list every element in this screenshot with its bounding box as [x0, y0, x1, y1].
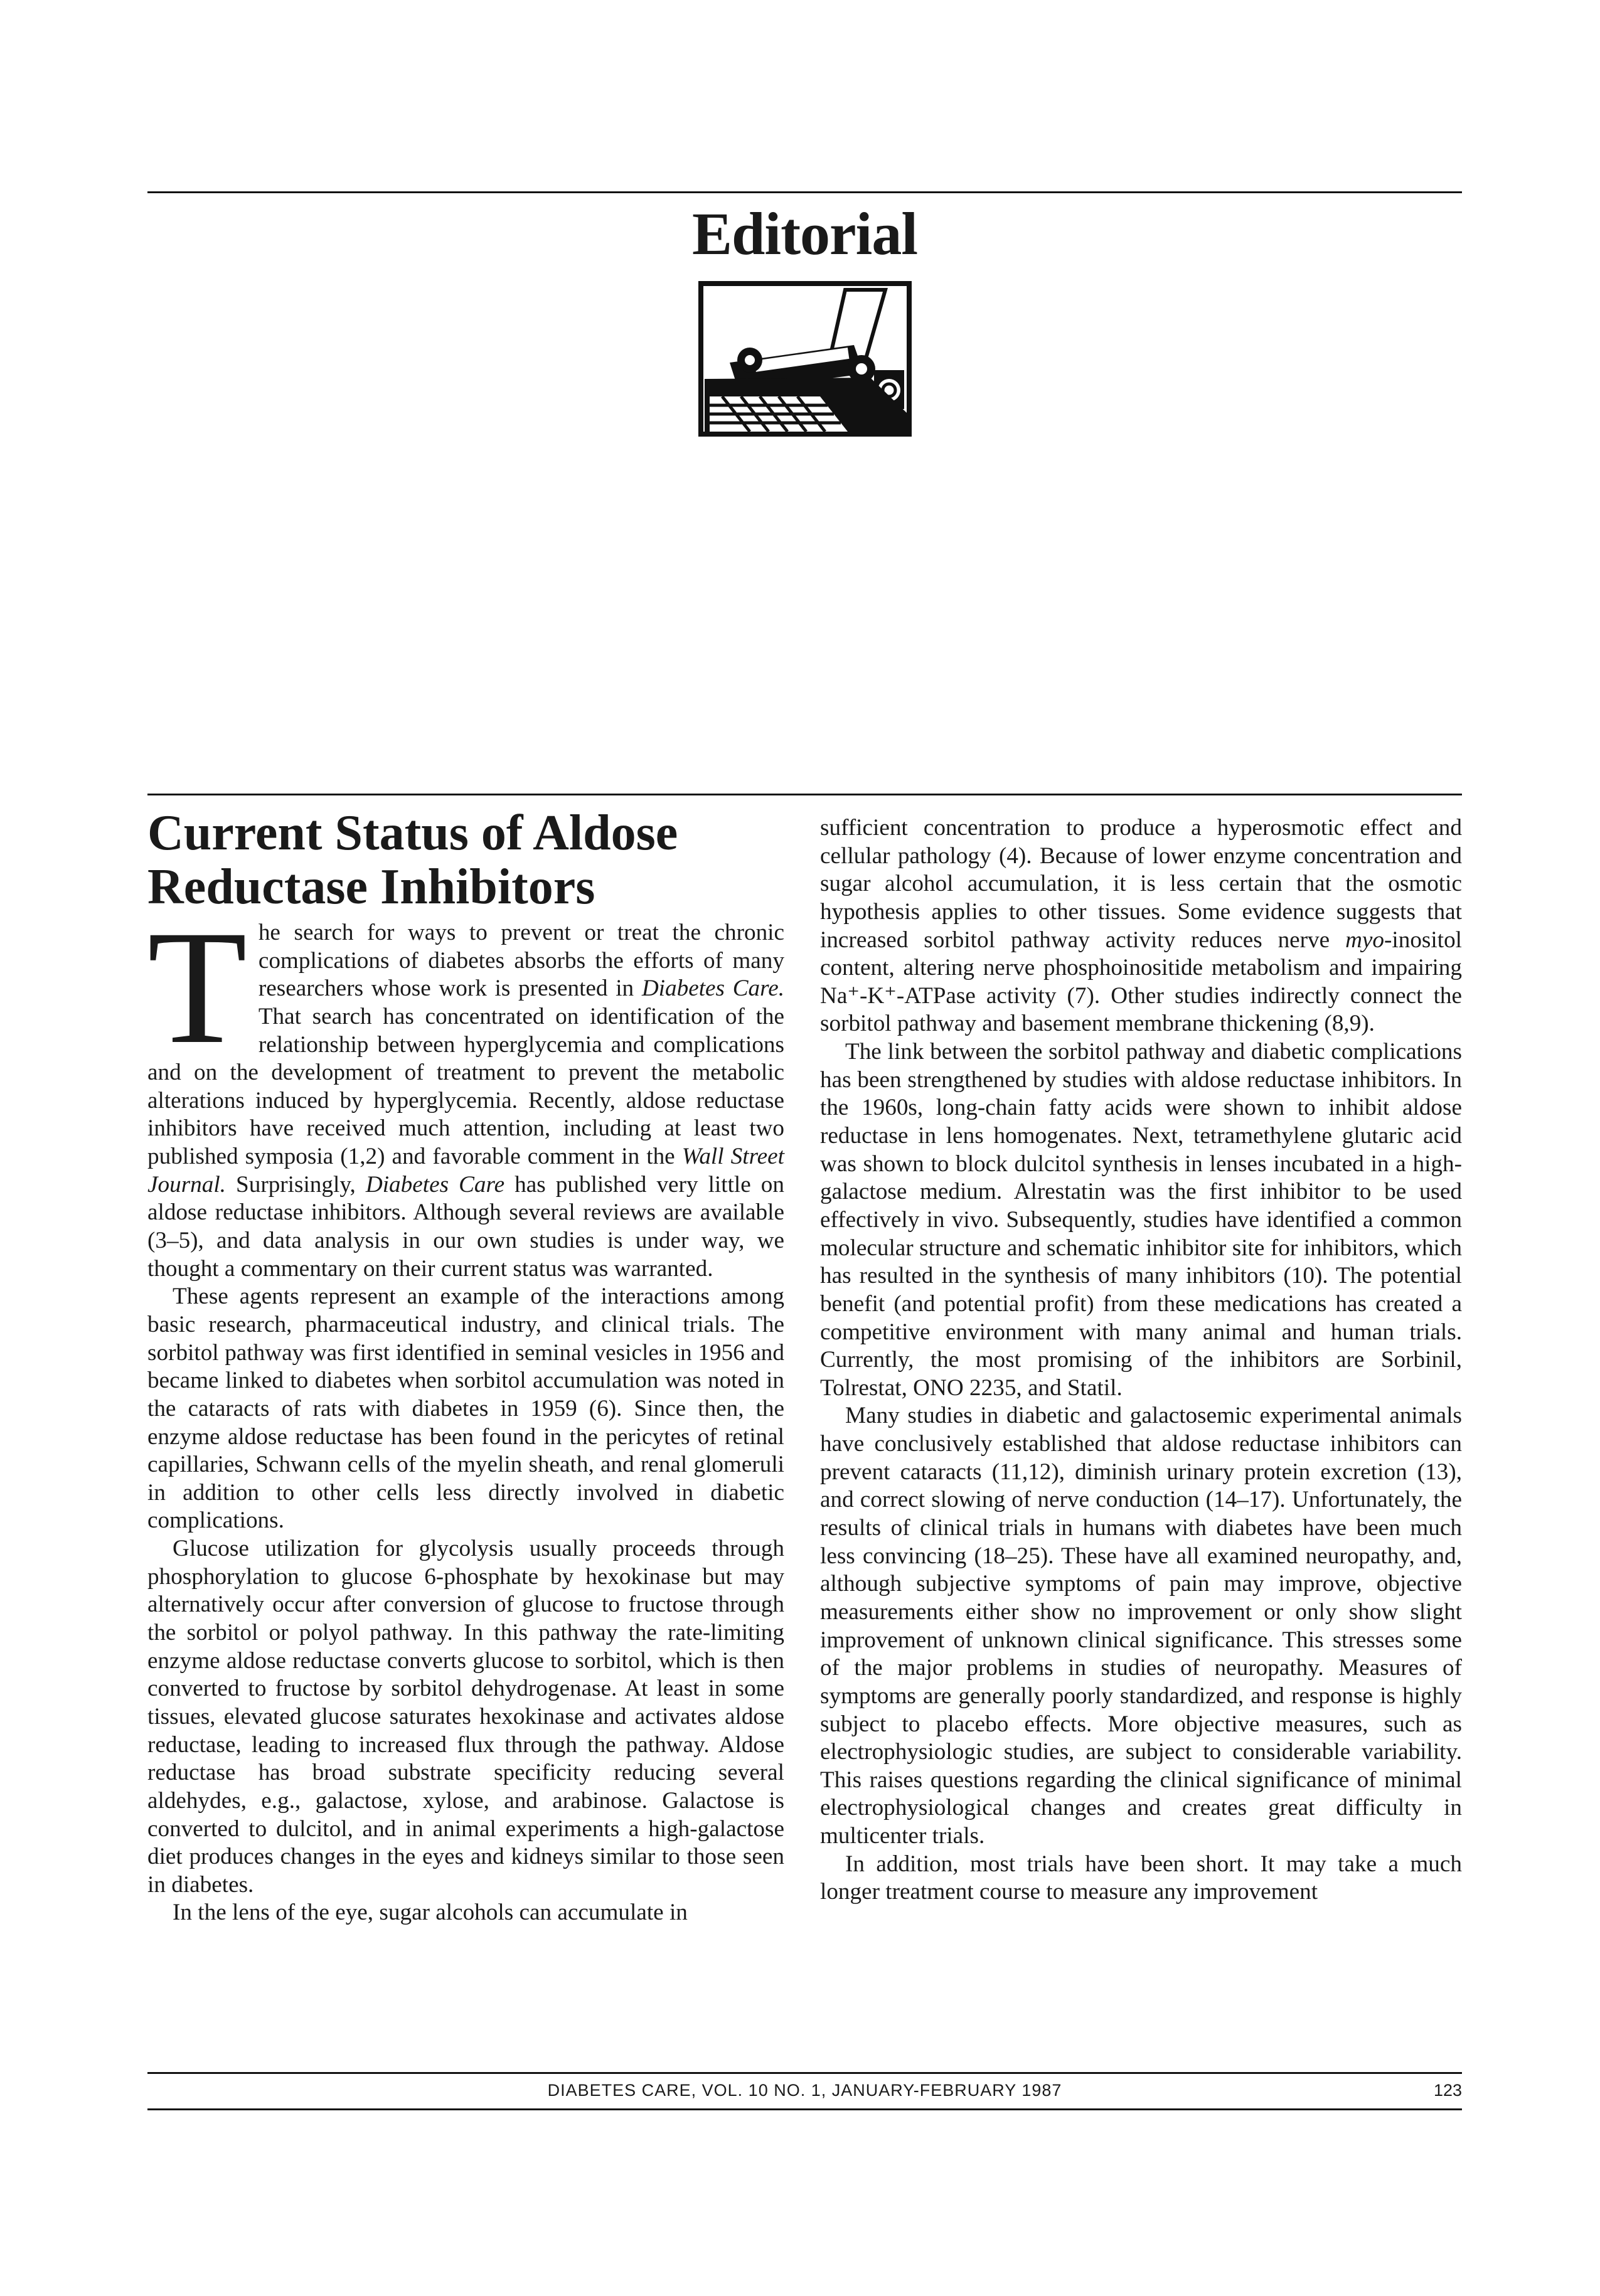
paragraph [820, 814, 1462, 1038]
text-run: Surprisingly, [225, 1171, 366, 1198]
paragraph: Many studies in diabetic and galactosemic experimental animals have conclusively established that aldose reductase inhibitors can prevent cataracts (11,12), diminish urinary protein excretion (13), and correct slowing of nerve conduction (14–17). Unfortunately, the results of clinical trials in humans with diabetes have been much less convincing (18–25). These have all examined neuropathy, and, although subjective symptoms of pain may improve, objective measurements either show no improvement or only show slight improvement of unknown clinical significance. This stresses some of the major problems in studies of neuropathy. Measures of symptoms are generally poorly standardized, and response is highly subject to placebo effects. More objective measures, such as electrophysiologic studies, are subject to considerable variability. This raises questions regarding the clinical significance of minimal electrophysiological changes and creates great difficulty in multicenter trials. [820, 1403, 1462, 1849]
article-top-rule [147, 794, 1462, 795]
footer-bottom-rule [147, 2108, 1462, 2110]
page-number: 123 [1433, 2081, 1462, 2100]
text-run: he search for ways to prevent or treat the chronic complications of diabetes absorbs the efforts of many researchers whose work is presented in [258, 920, 784, 1002]
footer-top-rule [147, 2072, 1462, 2074]
paragraph: The link between the sorbitol pathway and diabetic complications has been strengthened by studies with aldose reductase inhibitors. In the 1960s, long-chain fatty acids were shown to inhibit aldose reductase in lens homogenates. Next, tetramethylene glutaric acid was shown to block dulcitol synthesis in lenses incubated in a high-galactose medium. Alrestatin was the first inhibitor to be used effectively in vivo. Subsequently, studies have identified a common molecular structure and schematic inhibitor site for inhibitors, which has resulted in the synthesis of many inhibitors (10). The potential benefit (and potential profit) from these medications has created a competitive environment with many animal and human trials. Currently, the most promising of the inhibitors are Sorbinil, Tolrestat, ONO 2235, and Statil. [820, 1039, 1462, 1401]
paragraph: These agents represent an example of the interactions among basic research, pharmaceutical industry, and clinical trials. The sorbitol pathway was first identified in seminal vesicles in 1956 and became linked to diabetes when sorbitol accumulation was noted in the cataracts of rats with diabetes in 1959 (6). Since then, the enzyme aldose reductase has been found in the pericytes of retinal capillaries, Schwann cells of the myelin sheath, and renal glomeruli in addition to other cells less directly involved in diabetic complications. [147, 1284, 784, 1534]
section-title: Editorial [691, 200, 917, 267]
text-run: sufficient concentration to produce a hyperosmotic effect and cellular pathology (4). Because of lower enzyme concentration and sugar alcohol accumulation, it is less certain that the osmotic hypothesis applies to other tissues. Some evidence suggests that increased sorbitol pathway activity reduces nerve [820, 815, 1462, 953]
drop-cap: T [147, 897, 247, 1078]
typewriter-icon [697, 280, 913, 438]
article-title-line-1: Current Status of Aldose [147, 805, 678, 861]
newspaper-name: Wall Street Journal. [147, 1144, 784, 1198]
journal-name: Diabetes Care. [641, 975, 784, 1002]
article-title-line-2: Reductase Inhibitors [147, 859, 595, 915]
footer-citation: DIABETES CARE, VOL. 10 NO. 1, JANUARY-FEBRUARY 1987 [547, 2081, 1062, 2100]
text-run: That search has concentrated on identification of the relationship between hyperglycemia and complications and on the development of treatment to prevent the metabolic alterations induced by hyperglycemia. Recently, aldose reductase inhibitors have received much attention, including at least two published symposia (1,2) and favorable comment in the [147, 1003, 784, 1170]
text-run: has published very little on aldose reductase inhibitors. Although several reviews are available (3–5), and data analysis in our own studies is under way, we thought a commentary on their current status was warranted. [147, 1171, 784, 1282]
paragraph: In addition, most trials have been short. It may take a much longer treatment course to measure any improvement [820, 1851, 1462, 1905]
paragraph-intro [147, 897, 784, 1283]
right-column [820, 814, 1462, 1906]
text-run: -inositol content, altering nerve phosphoinositide metabolism and impairing Na⁺-K⁺-ATPase activity (7). Other studies indirectly connect the sorbitol pathway and basement membrane thickening (8,9). [820, 927, 1462, 1037]
paragraph: Glucose utilization for glycolysis usually proceeds through phosphorylation to glucose 6-phosphate by hexokinase but may alternatively occur after conversion of glucose to fructose through the sorbitol or polyol pathway. In this pathway the rate-limiting enzyme aldose reductase converts glucose to sorbitol, which is then converted to fructose by sorbitol dehydrogenase. At least in some tissues, elevated glucose saturates hexokinase and activates aldose reductase, leading to increased flux through the pathway. Aldose reductase has broad substrate specificity reducing several aldehydes, e.g., galactose, xylose, and arabinose. Galactose is converted to dulcitol, and in animal experiments a high-galactose diet produces changes in the eyes and kidneys similar to those seen in diabetes. [147, 1536, 784, 1898]
page-footer [147, 2072, 1462, 2110]
top-rule [147, 191, 1462, 193]
paragraph: In the lens of the eye, sugar alcohols can accumulate in [173, 1900, 688, 1926]
journal-name: Diabetes Care [365, 1171, 505, 1198]
left-column [147, 897, 784, 1927]
italic-term: myo [1345, 927, 1385, 953]
